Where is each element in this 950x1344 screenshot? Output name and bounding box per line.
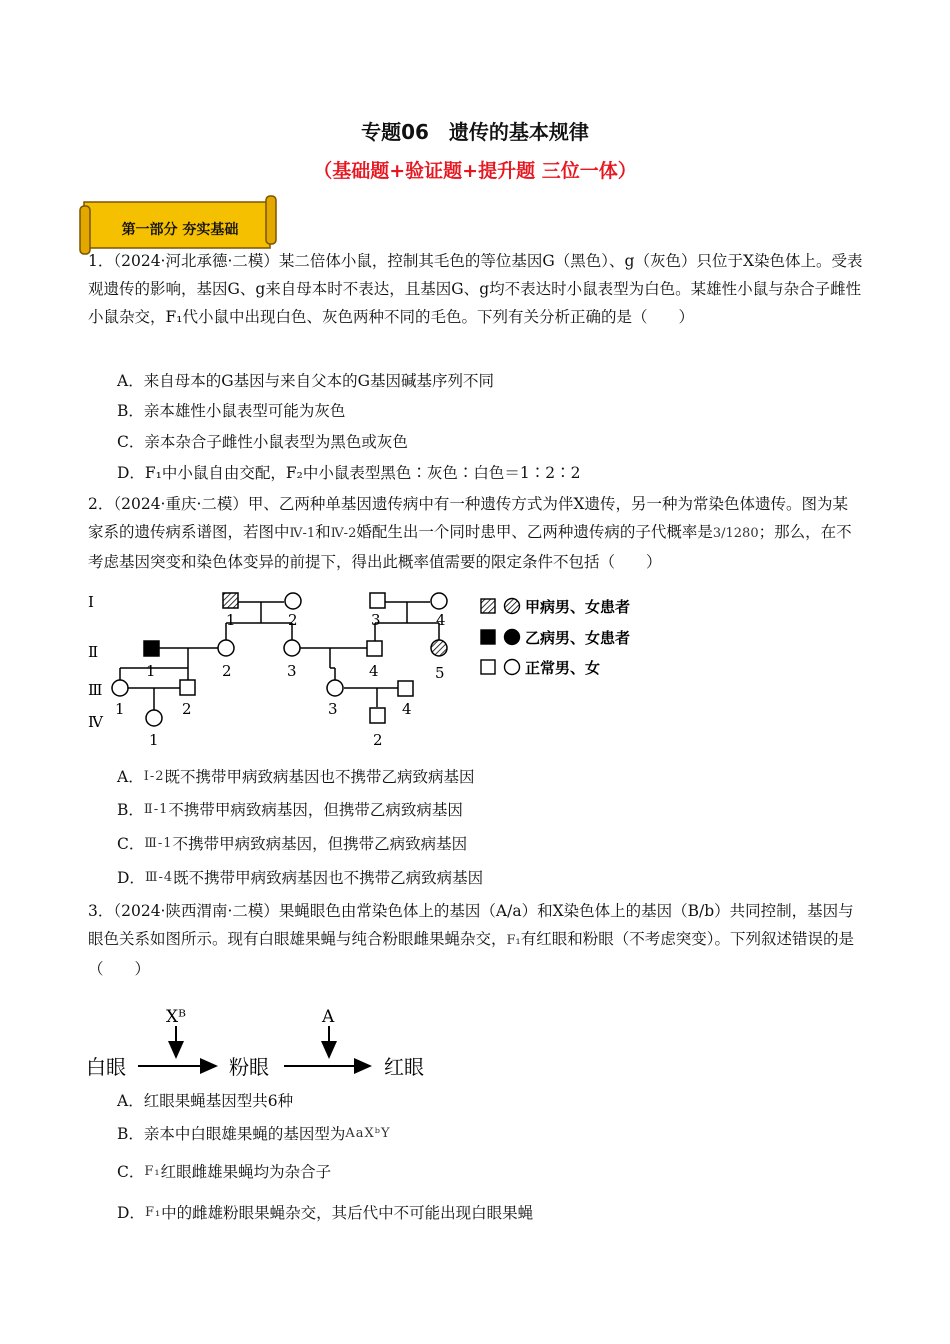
legend-jia-label: 甲病男、女患者: [525, 598, 631, 616]
q3-stem-part-b: 有红眼和粉眼（不考虑突变）。下列叙述错误的是（ ）: [88, 930, 855, 978]
q3-option-a-letter: A．: [117, 1092, 144, 1110]
diagram-gene-a: A: [322, 1007, 335, 1027]
num-IV-1: 1: [149, 731, 159, 749]
legend-jia-female: [505, 599, 520, 614]
q2-option-c: [117, 833, 467, 855]
q3-option-a: [117, 1090, 293, 1112]
pedigree-II-4: [367, 641, 382, 656]
num-I-3: 3: [371, 611, 381, 629]
num-IV-2: 2: [373, 731, 383, 749]
num-III-1: 1: [115, 700, 125, 718]
pedigree-III-3: [327, 680, 343, 696]
q2-option-b-text: 不携带甲病致病基因，但携带乙病致病基因: [168, 801, 463, 819]
legend-yi-label: 乙病男、女患者: [525, 629, 631, 647]
num-I-4: 4: [436, 611, 446, 629]
q2-option-d-code: Ⅲ-4: [144, 870, 174, 885]
q2-option-a-text: 既不携带甲病致病基因也不携带乙病致病基因: [164, 768, 475, 786]
q1-option-c: C．亲本杂合子雌性小鼠表型为黑色或灰色: [117, 433, 408, 451]
q2-option-b: [117, 799, 463, 821]
q2-option-d-text: 既不携带甲病致病基因也不携带乙病致病基因: [173, 869, 484, 887]
num-II-1: 1: [146, 662, 156, 680]
legend-yi-female: [505, 630, 520, 645]
pedigree-I-4: [431, 593, 447, 609]
q2-code-iv1: Ⅳ-1: [289, 526, 316, 541]
q2-probability: 3/1280: [712, 526, 759, 541]
q2-option-c-letter: C．: [117, 835, 145, 853]
gen-label-II: Ⅱ: [88, 643, 99, 661]
q3-option-d-text: 中的雌雄粉眼果蝇杂交，其后代中不可能出现白眼果蝇: [161, 1204, 534, 1222]
num-II-5: 5: [435, 664, 445, 682]
q2-stem-part-a: 2．（2024·重庆·二模）甲、乙两种单基因遗传病中有一种遗传方式为伴X遗传，另一种为常染色体遗传。图为某家系的遗传病系谱图，若图中: [88, 495, 848, 541]
q2-option-a-code: Ⅰ-2: [143, 769, 165, 784]
q2-stem-part-b: 和: [315, 523, 331, 541]
pedigree-IV-1: [146, 710, 162, 726]
legend-yi-male: [481, 630, 495, 644]
gen-label-I: Ⅰ: [88, 593, 94, 611]
q2-option-b-code: Ⅱ-1: [143, 802, 169, 817]
legend-normal-female: [505, 660, 520, 675]
q3-option-a-text: 红眼果蝇基因型共6种: [143, 1092, 294, 1110]
num-II-2: 2: [222, 662, 232, 680]
num-II-3: 3: [287, 662, 297, 680]
q2-option-d: [117, 867, 483, 889]
q2-option-c-code: Ⅲ-1: [144, 836, 173, 851]
diagram-pink-eye: 粉眼: [229, 1055, 269, 1079]
q3-option-b-letter: B．: [117, 1125, 144, 1143]
pedigree-I-1: [223, 593, 238, 608]
q2-option-b-letter: B．: [117, 801, 144, 819]
q2-option-d-letter: D．: [117, 869, 145, 887]
q1-stem: 1．（2024·河北承德·二模）某二倍体小鼠，控制其毛色的等位基因G（黑色）、g（灰色）只位于X染色体上。受表观遗传的影响，基因G、g来自母本时不表达，且基因G、g均不表达时小鼠表型为白色。某雄性小鼠与杂合子雌性小鼠杂交，F₁代小鼠中出现白色、灰色两种不同的毛色。下列有关分析正确的是（ ）: [88, 252, 863, 326]
pedigree-III-2: [180, 680, 195, 695]
q2-stem-part-d: ；那么，在不考虑基因突变和染色体变异的前提下，得出此概率值需要的限定条件不包括（ ）: [88, 523, 852, 571]
q2-stem: [88, 490, 863, 576]
q2-option-a-letter: A．: [117, 768, 144, 786]
diagram-gene-xb: Xᴮ: [166, 1007, 186, 1027]
num-III-2: 2: [182, 700, 192, 718]
q1-option-a: A．来自母本的G基因与来自父本的G基因碱基序列不同: [117, 372, 494, 390]
pedigree-IV-2: [370, 708, 385, 723]
q3-option-d-code: F₁: [144, 1205, 162, 1220]
pedigree-I-3: [370, 593, 385, 608]
q3-option-b-text: 亲本中白眼雄果蝇的基因型为: [143, 1125, 346, 1143]
q3-option-b: [117, 1123, 391, 1145]
q3-option-c-code: F₁: [144, 1164, 161, 1179]
pedigree-III-1: [112, 680, 128, 696]
legend-jia-male: [481, 599, 495, 613]
q3-option-b-genotype: AaXᵇY: [345, 1126, 391, 1141]
gen-label-III: Ⅲ: [88, 681, 103, 699]
legend-normal-label: 正常男、女: [525, 659, 601, 677]
q3-option-c-letter: C．: [117, 1163, 145, 1181]
page-subtitle: （基础题+验证题+提升题 三位一体）: [313, 160, 637, 182]
pedigree-II-2: [218, 640, 234, 656]
q3-f1: F₁: [506, 933, 521, 948]
q2-code-iv2: Ⅳ-2: [330, 526, 357, 541]
legend-normal-male: [481, 660, 495, 674]
num-I-2: 2: [288, 611, 298, 629]
q3-option-c-text: 红眼雌雄果蝇均为杂合子: [160, 1163, 332, 1181]
num-II-4: 4: [369, 662, 379, 680]
gen-label-IV: Ⅳ: [88, 713, 103, 731]
q3-option-d-letter: D．: [117, 1204, 145, 1222]
eye-color-pathway: [84, 1000, 444, 1085]
q1-option-d: D．F₁中小鼠自由交配，F₂中小鼠表型黑色∶灰色∶白色＝1∶2∶2: [117, 464, 581, 482]
q3-option-c: [117, 1161, 331, 1183]
q1-option-b: B．亲本雄性小鼠表型可能为灰色: [117, 402, 346, 420]
q3-stem-part-a: 3．（2024·陕西渭南·二模）果蝇眼色由常染色体上的基因（A/a）和X染色体上的基因（B/b）共同控制，基因与眼色关系如图所示。现有白眼雄果蝇与纯合粉眼雌果蝇杂交，: [88, 902, 854, 948]
num-III-4: 4: [402, 700, 412, 718]
pedigree-I-2: [285, 593, 301, 609]
q2-stem-part-c: 婚配生出一个同时患甲、乙两种遗传病的子代概率是: [356, 523, 713, 541]
num-III-3: 3: [328, 700, 338, 718]
pedigree-II-3: [284, 640, 300, 656]
pedigree-III-4: [398, 681, 413, 696]
diagram-white-eye: 白眼: [86, 1055, 126, 1079]
pedigree-II-1: [144, 641, 159, 656]
q3-option-d: [117, 1202, 533, 1224]
q2-option-c-text: 不携带甲病致病基因，但携带乙病致病基因: [172, 835, 468, 853]
diagram-red-eye: 红眼: [384, 1055, 424, 1079]
num-I-1: 1: [226, 611, 236, 629]
q3-stem: [88, 897, 863, 983]
page-title: 专题06 遗传的基本规律: [361, 120, 589, 144]
q2-option-a: [117, 766, 475, 788]
pedigree-II-5: [431, 640, 447, 656]
section-banner-label: 第一部分 夯实基础: [121, 222, 239, 238]
pedigree-chart: [80, 585, 670, 750]
